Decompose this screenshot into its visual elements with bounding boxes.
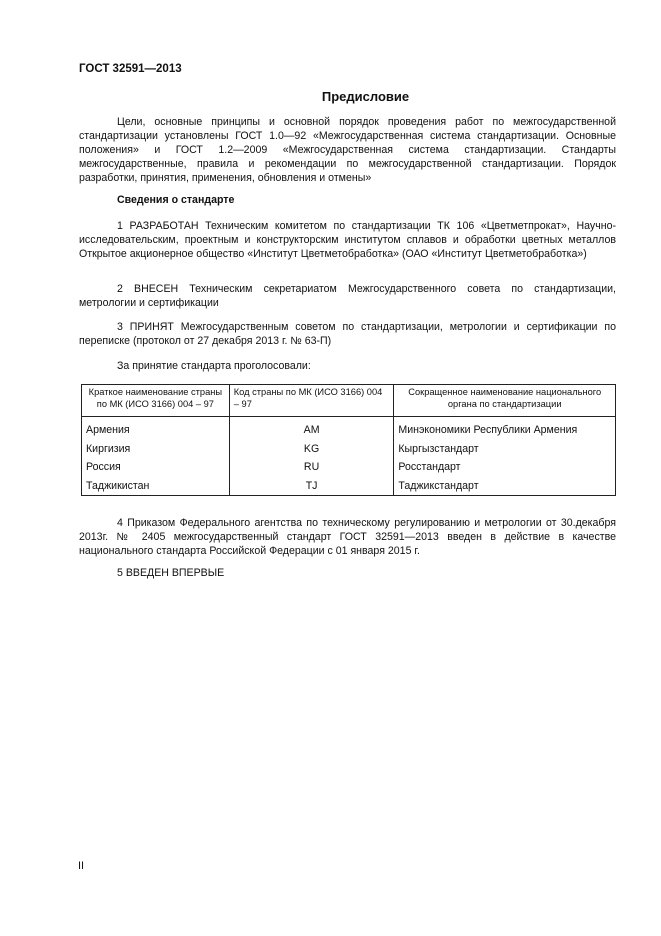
item-2-paragraph: 2 ВНЕСЕН Техническим секретариатом Межгосударственного совета по стандартизации, метрологии и сертификации	[79, 283, 616, 309]
item-3-paragraph: 3 ПРИНЯТ Межгосударственным советом по стандартизации, метрологии и сертификации по переписке (протокол от 27 декабря 2013 г. № 63-П)	[79, 321, 616, 347]
cell-country: Россия	[82, 458, 230, 477]
document-code: ГОСТ 32591—2013	[79, 63, 182, 75]
cell-code: TJ	[229, 477, 394, 496]
cell-code: RU	[229, 458, 394, 477]
header-country: Краткое наименование страны по МК (ИСО 3166) 004 – 97	[82, 385, 230, 417]
header-body: Сокращенное наименование национального органа по стандартизации	[394, 385, 616, 417]
section-heading: Сведения о стандарте	[117, 194, 235, 206]
table-row	[82, 477, 616, 496]
item-5-paragraph: 5 ВВЕДЕН ВПЕРВЫЕ	[117, 567, 225, 579]
cell-country: Таджикистан	[82, 477, 230, 496]
cell-body: Кыргызстандарт	[394, 440, 616, 459]
cell-body: Росстандарт	[394, 458, 616, 477]
cell-code: AM	[229, 417, 394, 440]
table-header-row	[82, 385, 616, 417]
table-row	[82, 458, 616, 477]
header-code: Код страны по МК (ИСО 3166) 004 – 97	[229, 385, 394, 417]
item-4-paragraph: 4 Приказом Федерального агентства по техническому регулированию и метрологии от 30.декабря 2013г. № 2405 межгосударственный стандарт ГОСТ 32591—2013 введен в действие в качестве национального стандарта Российской Федерации с 01 января 2015 г.	[79, 517, 616, 557]
voting-table	[81, 384, 616, 496]
cell-body: Минэкономики Республики Армения	[394, 417, 616, 440]
page-title: Предисловие	[321, 89, 410, 104]
vote-intro: За принятие стандарта проголосовали:	[117, 360, 311, 372]
cell-country: Киргизия	[82, 440, 230, 459]
cell-code: KG	[229, 440, 394, 459]
item-1-paragraph: 1 РАЗРАБОТАН Техническим комитетом по стандартизации ТК 106 «Цветметпрокат», Научно-исследовательским, проектным и конструкторским институтом сплавов и обработки цветных металлов Открытое акционерное общество «Институт Цветметобработка» (ОАО «Институт Цветметобработка»)	[79, 220, 616, 260]
page-number: II	[78, 860, 85, 872]
table-row	[82, 417, 616, 440]
table-row	[82, 440, 616, 459]
cell-country: Армения	[82, 417, 230, 440]
intro-paragraph: Цели, основные принципы и основной порядок проведения работ по межгосударственной стандартизации установлены ГОСТ 1.0—92 «Межгосударственная система стандартизации. Основные положения» и ГОСТ 1.2—2009 «Межгосударственная система стандартизации. Стандарты межгосударственные, правила и рекомендации по межгосударственной стандартизации. Порядок разработки, принятия, применения, обновления и отмены»	[79, 116, 616, 184]
cell-body: Таджикстандарт	[394, 477, 616, 496]
